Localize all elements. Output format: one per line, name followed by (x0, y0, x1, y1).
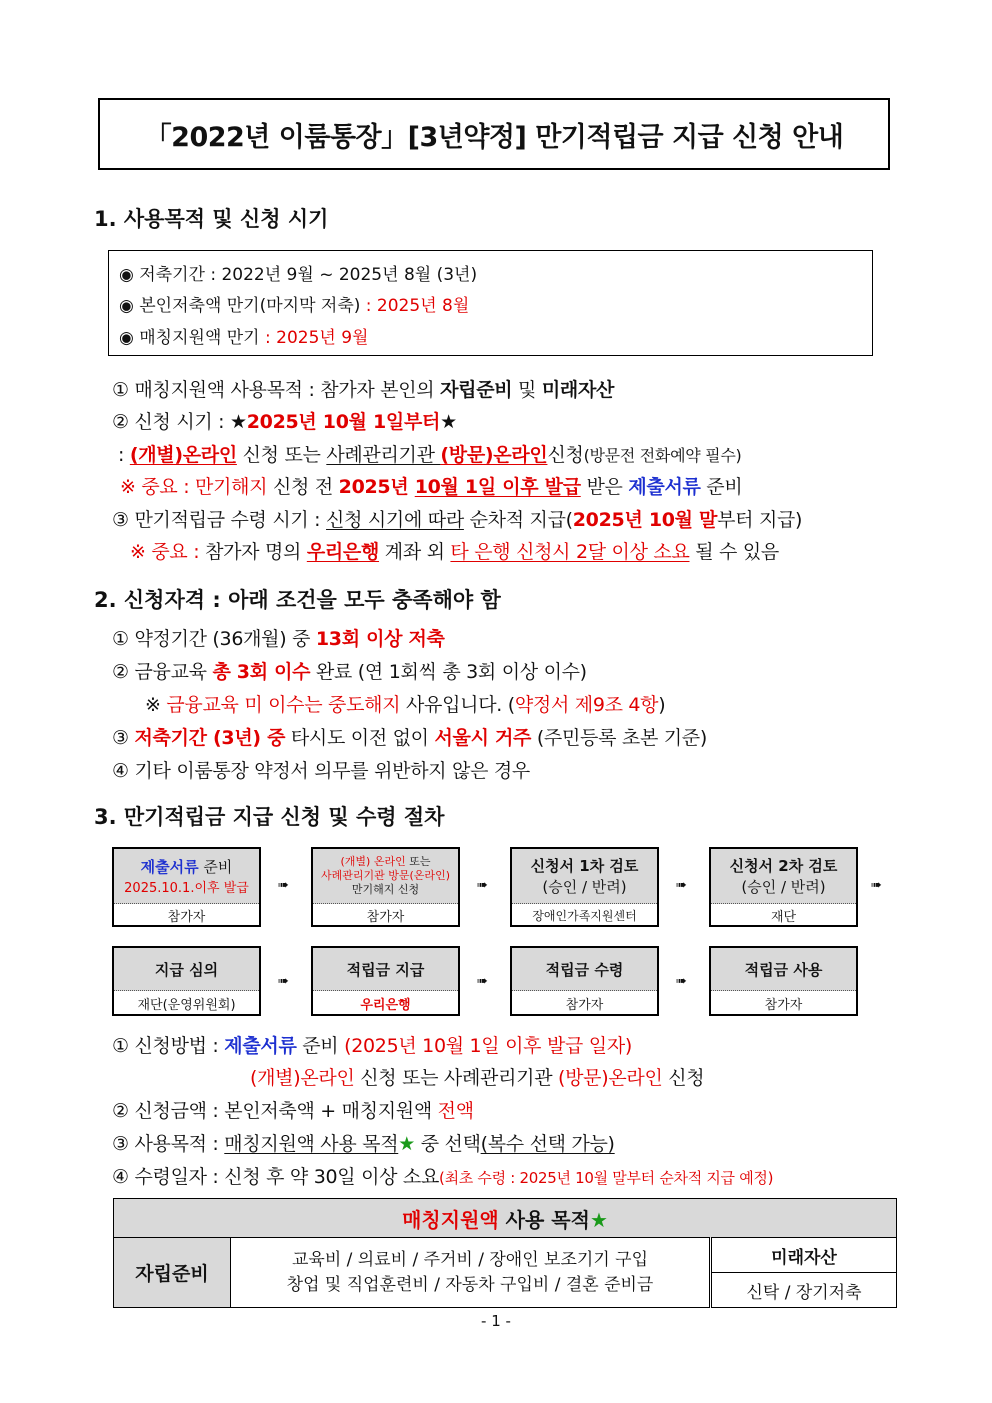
text: 될 수 있음 (689, 541, 779, 563)
flow-step-documents (112, 847, 261, 927)
text: 미래자산 (541, 379, 615, 401)
future-asset-label: 미래자산 (711, 1238, 897, 1273)
s2-cond2 (112, 657, 587, 684)
text: 신청 (662, 1067, 705, 1089)
flow-step-title: 적립금 사용 (711, 948, 856, 991)
text: 2025.10.1.이후 발급 (124, 881, 249, 896)
matching-purpose-table (113, 1198, 897, 1308)
text: 서울시 거주 (434, 727, 532, 749)
s1-bank-note-line (130, 537, 779, 564)
section3-heading: 3. 만기적립금 지급 신청 및 수령 절차 (94, 805, 445, 829)
flow-step-review2 (709, 847, 858, 927)
flow-step-deliberation (112, 946, 261, 1016)
star-icon: ★ (589, 1207, 608, 1232)
text: (최초 수령 : 2025년 10월 말부터 순차적 지급 예정) (439, 1169, 774, 1187)
flow-step-title (512, 849, 657, 904)
text: (방문)온라인 (558, 1067, 663, 1089)
text: (주민등록 초본 기준) (531, 727, 707, 749)
s3-method-line2 (250, 1063, 704, 1090)
text: 약정서 제9조 4항 (514, 694, 659, 716)
text: 신청서 2차 검토 (729, 857, 838, 875)
flow-step-title (313, 849, 458, 904)
arrow-right-icon: ➠ (871, 878, 882, 893)
text: ※ 중요 : (130, 541, 206, 563)
text: 준비 (700, 476, 743, 498)
star-icon: ★ (398, 1133, 415, 1155)
text: 총 3회 이수 (212, 661, 311, 683)
text: 받은 (580, 476, 629, 498)
arrow-right-icon: ➠ (676, 974, 687, 989)
text: 제출서류 (140, 858, 199, 876)
text: 사례관리기관 (326, 444, 441, 466)
text: 준비 (296, 1035, 345, 1057)
title-text: 「2022년 이룸통장」[3년약정] 만기적립금 지급 신청 안내 (144, 121, 844, 153)
section2-heading: 2. 신청자격 : 아래 조건을 모두 충족해야 함 (94, 588, 501, 612)
radio-bullet-icon: ◉ (119, 265, 134, 285)
text: 사유입니다. ( (400, 694, 515, 716)
flow-step-use (709, 946, 858, 1016)
text: 타 은행 신청시 2달 이상 소요 (450, 541, 690, 563)
s2-note (145, 690, 665, 717)
text: 신청 또는 (236, 444, 327, 466)
text: (방문전 전화예약 필수) (583, 446, 742, 465)
arrow-right-icon: ➠ (278, 974, 289, 989)
flow-step-review1 (510, 847, 659, 927)
text: 10월 1일 이후 발급 (414, 476, 581, 498)
text: ③ 사용목적 : (112, 1133, 225, 1155)
text: ① 신청방법 : (112, 1035, 225, 1057)
flow-step-title: 지급 심의 (114, 948, 259, 991)
s3-method-line (112, 1031, 632, 1058)
arrow-right-icon: ➠ (477, 878, 488, 893)
text: 부터 지급) (717, 509, 803, 531)
text: ④ 수령일자 : 신청 후 약 30일 이상 소요 (112, 1166, 440, 1188)
radio-bullet-icon: ◉ (119, 328, 134, 348)
self-reliance-items (231, 1238, 711, 1308)
flow-step-actor: 참가자 (366, 909, 405, 925)
flow-step-actor: 우리은행 (360, 997, 411, 1013)
text: ④ 기타 이룸통장 약정서 의무를 위반하지 않은 경우 (112, 760, 530, 782)
future-asset-items: 신탁 / 장기저축 (711, 1273, 897, 1308)
s1-method-line (118, 440, 741, 467)
flow-step-title: 적립금 수령 (512, 948, 657, 991)
text: 2025년 (338, 476, 415, 498)
arrow-right-icon: ➠ (676, 878, 687, 893)
text: ※ (145, 694, 167, 716)
document-title (98, 98, 890, 170)
flow-step-actor: 재단 (770, 909, 797, 925)
info-line-matching (119, 323, 368, 348)
text: 2025년 10월 1일부터 (246, 411, 441, 433)
info-value: : 2025년 8월 (360, 296, 470, 316)
text: 만기해지 신청 (351, 883, 420, 896)
s2-cond4 (112, 756, 530, 783)
text: : (118, 444, 130, 466)
text: 사용 목적 (498, 1207, 590, 1232)
flow-step-receive (510, 946, 659, 1016)
text: 순차적 지급( (463, 509, 573, 531)
s1-purpose-line (112, 375, 614, 402)
text: ③ (112, 727, 135, 749)
text: 신청서 1차 검토 (530, 857, 639, 875)
text: 우리은행 (306, 541, 380, 563)
text: ※ 중요 : 만기해지 (120, 476, 268, 498)
text: (개별)온라인 (250, 1067, 355, 1089)
text: 저축기간 (3년) 중 (134, 727, 286, 749)
text: 자립준비 (440, 379, 513, 401)
text: 매칭지원액 (402, 1207, 499, 1232)
arrow-right-icon: ➠ (477, 974, 488, 989)
info-label: 매칭지원액 만기 (139, 328, 260, 348)
text: 신청 (547, 444, 584, 466)
text: ② 신청금액 : 본인저축액 + 매칭지원액 (112, 1100, 438, 1122)
flow-step-apply (311, 847, 460, 927)
radio-bullet-icon: ◉ (119, 296, 134, 316)
text: (승인 / 반려) (542, 878, 627, 896)
info-line-period (119, 260, 477, 285)
text: 신청 시기에 따라 (326, 509, 464, 531)
text: 금융교육 미 이수는 중도해지 (166, 694, 401, 716)
s2-cond1 (112, 624, 445, 651)
text: 완료 (연 1회씩 총 3회 이상 이수) (310, 661, 587, 683)
s3-amount-line (112, 1096, 474, 1123)
flow-step-actor: 참가자 (764, 997, 803, 1013)
text: ★ (440, 411, 457, 433)
text: ① 매칭지원액 사용목적 : 참가자 본인의 (112, 379, 441, 401)
flow-step-actor: 참가자 (565, 997, 604, 1013)
text: 준비 (198, 858, 233, 876)
text: ② 금융교육 (112, 661, 213, 683)
flow-step-title (711, 849, 856, 904)
text: (2025년 10월 1일 이후 발급 일자) (344, 1035, 633, 1057)
savings-period-box (108, 250, 873, 356)
text: 중 선택 (414, 1133, 481, 1155)
s1-timing-line (112, 407, 457, 434)
text: (복수 선택 가능) (480, 1133, 615, 1155)
text: 사례관리기관 방문(온라인) (321, 869, 450, 882)
s1-receive-line (112, 505, 802, 532)
info-label: 저축기간 : 2022년 9월 ~ 2025년 8월 (3년) (139, 265, 478, 285)
text: 교육비 / 의료비 / 주거비 / 장애인 보조기기 구입 (291, 1249, 648, 1270)
text: 13회 이상 저축 (315, 628, 445, 650)
s2-cond3 (112, 723, 707, 750)
text: (방문)온라인 (440, 444, 548, 466)
text: 매칭지원액 사용 목적 (224, 1133, 399, 1155)
text: (개별)온라인 (129, 444, 237, 466)
text: ) (658, 694, 666, 716)
flow-step-actor: 참가자 (167, 909, 206, 925)
text: ① 약정기간 (36개월) 중 (112, 628, 316, 650)
text: 타시도 이전 없이 (285, 727, 435, 749)
text: 또는 (405, 855, 431, 868)
text: 전액 (437, 1100, 474, 1122)
text: 2025년 10월 말 (572, 509, 718, 531)
flow-step-actor: 장애인가족지원센터 (532, 908, 637, 923)
s3-date-line (112, 1162, 773, 1189)
info-line-own-savings (119, 291, 469, 316)
text: ② 신청 시기 : ★ (112, 411, 247, 433)
text: 신청 전 (267, 476, 339, 498)
info-label: 본인저축액 만기(마지막 저축) (139, 296, 361, 316)
text: 창업 및 직업훈련비 / 자동차 구입비 / 결혼 준비금 (286, 1274, 654, 1295)
s1-important-line (120, 472, 742, 499)
text: 제출서류 (628, 476, 701, 498)
text: 제출서류 (224, 1035, 297, 1057)
text: (개별) 온라인 (340, 855, 406, 868)
arrow-right-icon: ➠ (278, 878, 289, 893)
text: 계좌 외 (379, 541, 451, 563)
page-number: - 1 - (481, 1312, 511, 1330)
flow-step-title: 적립금 지급 (313, 948, 458, 991)
text: (승인 / 반려) (741, 878, 826, 896)
info-value: : 2025년 9월 (259, 328, 369, 348)
self-reliance-label: 자립준비 (114, 1238, 231, 1308)
flow-step-actor: 재단(운영위원회) (137, 997, 236, 1013)
s3-purpose-line (112, 1129, 615, 1156)
text: 및 (512, 379, 542, 401)
text: 신청 또는 사례관리기관 (354, 1067, 558, 1089)
text: 참가자 명의 (205, 541, 307, 563)
table-header (114, 1199, 897, 1238)
text: ③ 만기적립금 수령 시기 : (112, 509, 327, 531)
flow-step-title (114, 849, 259, 904)
section1-heading: 1. 사용목적 및 신청 시기 (94, 207, 329, 231)
flow-step-payment (311, 946, 460, 1016)
